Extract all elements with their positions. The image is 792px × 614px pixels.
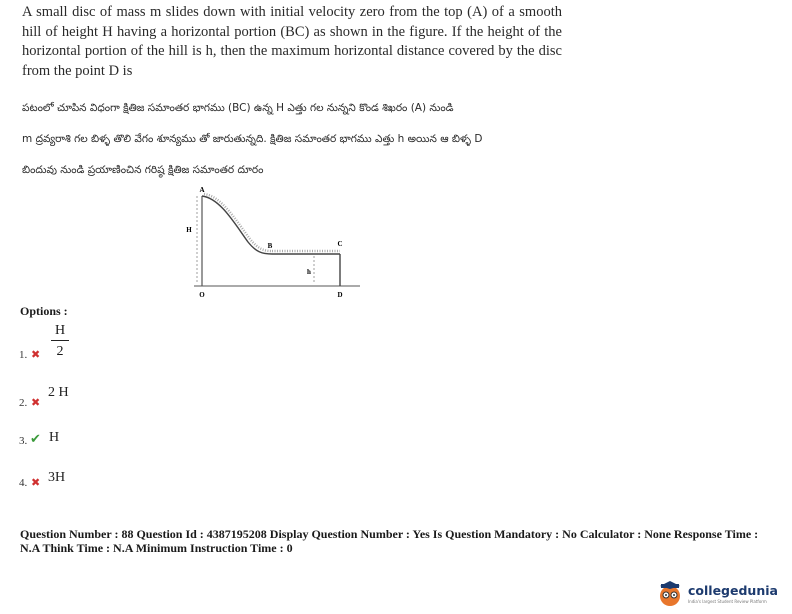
metadata-line-2: N.A Think Time : N.A Minimum Instruction Time : 0 xyxy=(20,541,293,555)
hill-diagram xyxy=(180,184,370,302)
check-mark-icon: ✔ xyxy=(30,432,41,447)
wrong-mark-icon: ✖ xyxy=(31,396,41,409)
option-4-number: 4. xyxy=(19,477,28,489)
label-O: O xyxy=(199,291,205,299)
option-2-text: 2 H xyxy=(48,385,69,400)
question-text-english: A small disc of mass m slides down with initial velocity zero from the top (A) of a smooth hill of height H having a horizontal portion (BC) as shown in the figure. If the height of the horizontal portion of the hill is h, then the maximum horizontal distance covered by the disc from the point D is xyxy=(22,4,562,79)
label-H: H xyxy=(186,226,192,234)
options-heading: Options : xyxy=(20,304,68,318)
collegedunia-logo xyxy=(655,579,785,609)
wrong-mark-icon: ✖ xyxy=(31,348,41,361)
question-text-telugu xyxy=(22,99,582,192)
option-1-fraction xyxy=(51,322,69,360)
option-3-number: 3. xyxy=(19,435,28,447)
telugu-line-1: పటంలో చూపిన విధంగా క్షితిజ సమాంతర భాగము (BC) ఉన్న H ఎత్తు గల నున్నని కొండ శిఖరం (A) నుండి xyxy=(22,102,454,114)
option-3-text: H xyxy=(49,430,60,445)
label-C: C xyxy=(337,240,343,248)
wrong-mark-icon: ✖ xyxy=(31,476,41,489)
option-4-text: 3H xyxy=(48,470,66,485)
brand-name: collegedunia xyxy=(688,583,778,598)
label-h: h xyxy=(307,268,311,276)
brand-tagline: India's largest Student Review Platform xyxy=(688,599,767,604)
telugu-line-3: బిందువు నుండి ప్రయాణించిన గరిష్ఠ క్షితిజ సమాంతర దూరం xyxy=(22,164,264,176)
label-A: A xyxy=(199,186,205,194)
metadata-line-1: Question Number : 88 Question Id : 4387195208 Display Question Number : Yes Is Question Mandatory : No Calculator : None Response Time : xyxy=(20,527,759,541)
option-1-number: 1. xyxy=(19,349,28,361)
label-D: D xyxy=(337,291,343,299)
label-B: B xyxy=(267,242,273,250)
option-1-numerator: H xyxy=(54,323,66,338)
telugu-line-2: m ద్రవ్యరాశి గల బిళ్ళ తొలి వేగం శూన్యము తో జారుతున్నది. క్షితిజ సమాంతర భాగము ఎత్తు h అయిన ఆ బిళ్ళ D xyxy=(22,133,483,145)
hill-slope xyxy=(202,196,272,254)
question-metadata xyxy=(20,527,780,555)
option-1-denominator: 2 xyxy=(56,344,64,359)
mascot-icon xyxy=(655,579,685,609)
option-2-number: 2. xyxy=(19,397,28,409)
